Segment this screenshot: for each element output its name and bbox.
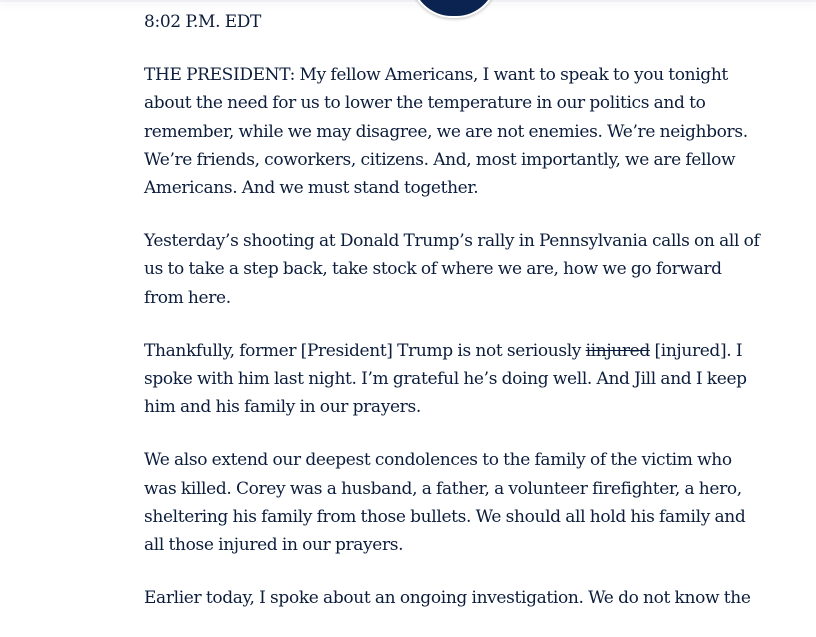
struck-word: iinjured — [585, 340, 650, 361]
timestamp: 8:02 P.M. EDT — [144, 12, 262, 32]
paragraph-5: Earlier today, I spoke about an ongoing investigation. We do not know the — [144, 588, 751, 609]
paragraph-1: THE PRESIDENT: My fellow Americans, I want to speak to you tonight about the need for us to lower the temperature in our politics and to remember, while we may disagree, we are not enemies. We’re neighbors. We’re friends, coworkers, citizens. And, most importantly, we are fellow Americans. And we must stand together. — [144, 65, 748, 199]
paragraph-2: Yesterday’s shooting at Donald Trump’s rally in Pennsylvania calls on all of us to take a step back, take stock of where we are, how we go forward from here. — [144, 231, 760, 308]
paragraph-3-text-start: Thankfully, former [President] Trump is not seriously — [144, 340, 586, 361]
transcript-body — [144, 8, 764, 637]
paragraph-3-text-end: [injured]. I spoke with him last night. I’m grateful he’s doing well. And Jill and I keep him and his family in our prayers. — [144, 340, 747, 418]
paragraph-4: We also extend our deepest condolences to the family of the victim who was killed. Corey was a husband, a father, a volunteer firefighter, a hero, sheltering his family from those bullets. We should all hold his family and all those injured in our prayers. — [144, 450, 746, 556]
paragraph-3 — [144, 337, 764, 422]
site-header-bar — [0, 0, 816, 2]
